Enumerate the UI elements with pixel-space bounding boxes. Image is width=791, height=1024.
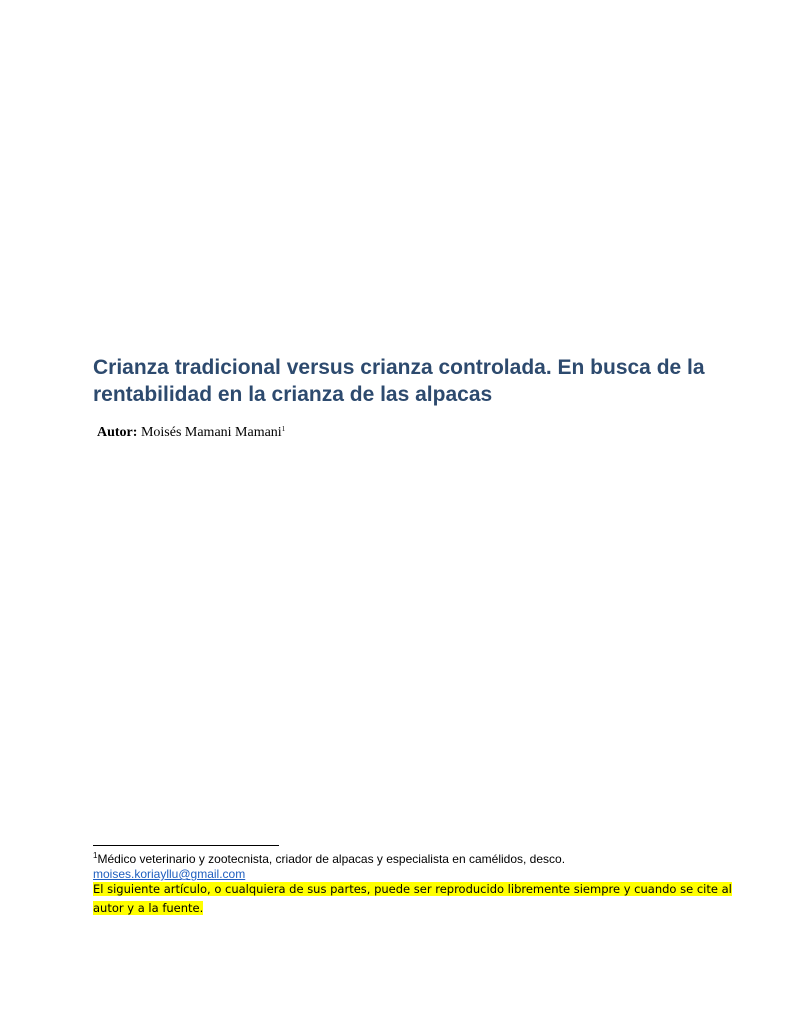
author-label: Autor: [97, 425, 138, 440]
license-notice [93, 880, 743, 918]
footnote-description: Médico veterinario y zootecnista, criador de alpacas y especialista en camélidos, desco. [97, 852, 566, 866]
footnote-separator [93, 845, 279, 846]
author-email-link[interactable]: moises.koriayllu@gmail.com [93, 867, 246, 881]
license-highlight: El siguiente artículo, o cualquiera de sus partes, puede ser reproducido libremente siempre y cuando se cite al autor y a la fuente. [93, 882, 732, 915]
author-footnote-mark[interactable]: 1 [281, 425, 286, 433]
author-name: Moisés Mamani Mamani [137, 425, 282, 440]
footnote-mark: 1 [93, 851, 98, 860]
author-line [97, 424, 285, 442]
footnote-text [93, 852, 743, 866]
article-title: Crianza tradicional versus crianza controlada. En busca de la rentabilidad en la crianza de las alpacas [93, 356, 705, 406]
